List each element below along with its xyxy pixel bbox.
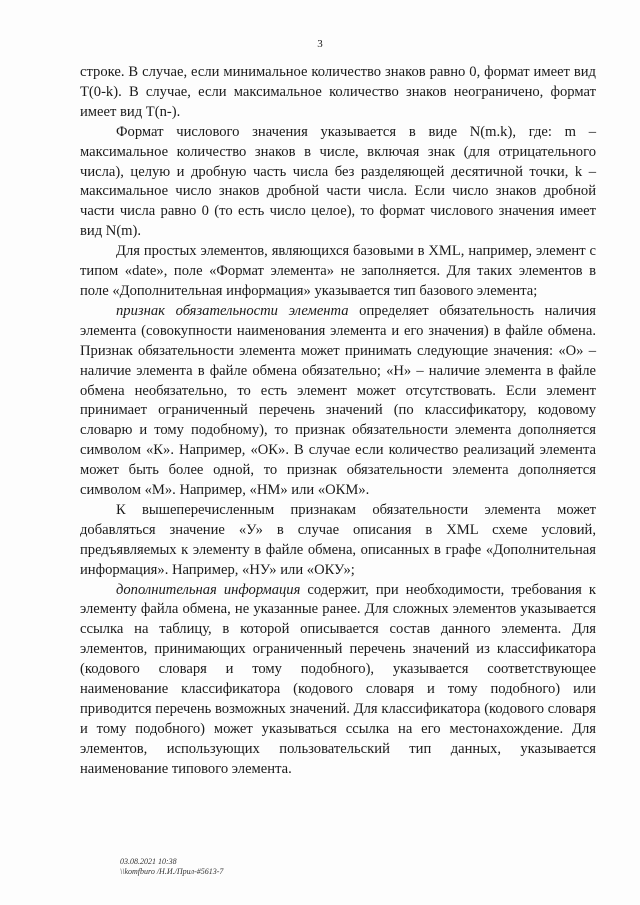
- term-additional-info: дополнительная информация: [116, 581, 301, 598]
- paragraph-additional-info: [80, 581, 596, 780]
- paragraph-numeric-format: Формат числового значения указывается в виде N(m.k), где: m – максимальное количество знаков в числе, включая знак (для отрицательного числа), целую и дробную часть числа без разделяющей десятичной точки, k – максимальное число знаков дробной части числа. Если число знаков дробной части числа равно 0 (то есть число целое), то формат числового значения имеет вид N(m).: [80, 123, 596, 240]
- footer-timestamp: 03.08.2021 10:38: [120, 857, 177, 866]
- additional-info-description: содержит, при необходимости, требования к элементу файла обмена, не указанные ранее. Для сложных элементов указывается ссылка на таблицу, в которой описывается состав данного элемента. Для элементов, принимающих ограниченный перечень значений из классификатора (кодового словаря и тому подобного), указывается соответствующее наименование классификатора (кодового словаря и тому подобного) или приводится перечень возможных значений. Для классификатора (кодового словаря и тому подобного) может указываться ссылка на его местонахождение. Для элементов, использующих пользовательский тип данных, указывается наименование типового элемента.: [80, 581, 597, 777]
- page-number: 3: [317, 38, 323, 50]
- document-footer: [120, 857, 223, 877]
- document-body: [80, 63, 596, 780]
- paragraph-condition-flag: К вышеперечисленным признакам обязательности элемента может добавляться значение «У» в случае описания в XML схеме условий, предъявляемых к элементу в файле обмена, описанных в графе «Дополнительная информация». Например, «НУ» или «ОКУ»;: [80, 501, 596, 578]
- term-required-flag: признак обязательности элемента: [116, 302, 349, 319]
- paragraph-simple-elements: Для простых элементов, являющихся базовыми в XML, например, элемент с типом «date», поле «Формат элемента» не заполняется. Для таких элементов в поле «Дополнительная информация» указывается тип базового элемента;: [80, 243, 596, 299]
- footer-file-path: \\komfburo /Н.И./Прил-#5613-7: [120, 867, 224, 876]
- paragraph-required-flag: [80, 302, 596, 501]
- required-flag-description: определяет обязательность наличия элемента (совокупности наименования элемента и его значения) в файле обмена. Признак обязательности элемента может принимать следующие значения: «О» – наличие элемента в файле обмена обязательно; «Н» – наличие элемента в файле обмена необязательно, то есть элемент может отсутствовать. Если элемент принимает ограниченный перечень значений (по классификатору, кодовому словарю и тому подобному), то признак обязательности элемента дополняется символом «К». Например, «ОК». В случае если количество реализаций элемента может быть более одной, то признак обязательности элемента дополняется символом «М». Например, «НМ» или «ОКМ».: [80, 302, 596, 499]
- paragraph-format-text-continued: строке. В случае, если минимальное количество знаков равно 0, формат имеет вид T(0-k). В случае, если максимальное количество знаков неограничено, формат имеет вид T(n-).: [80, 64, 596, 120]
